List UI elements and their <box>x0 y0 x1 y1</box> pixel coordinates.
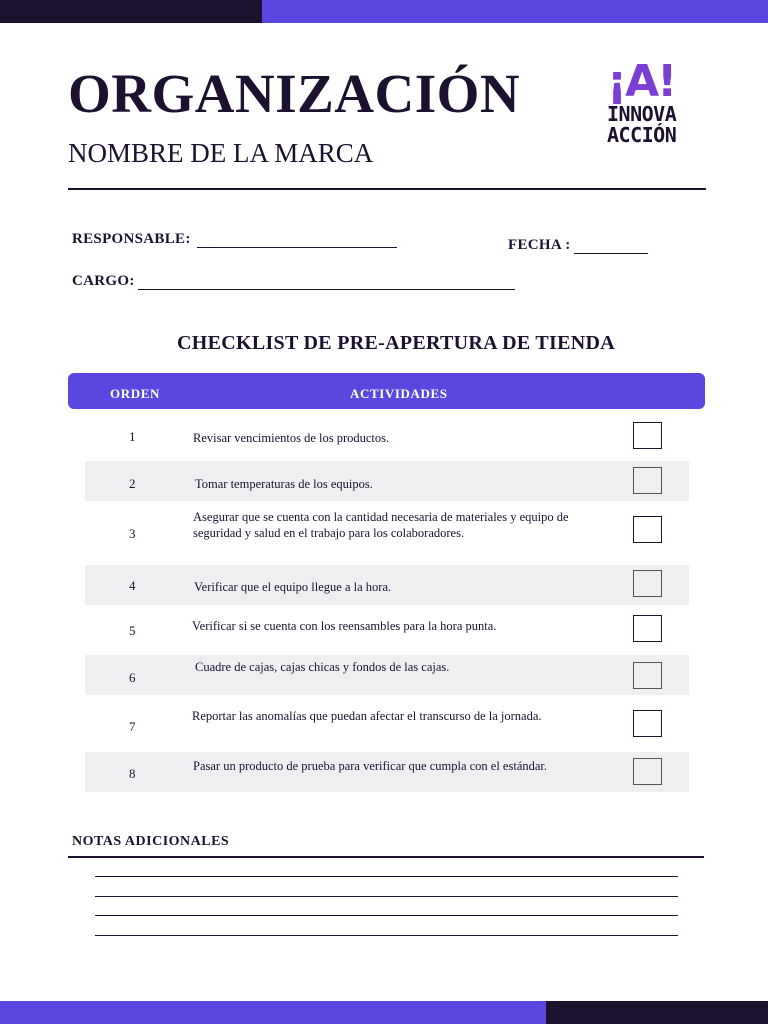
row-activity: Verificar que el equipo llegue a la hora. <box>194 580 392 594</box>
fecha-input-line[interactable] <box>574 239 648 254</box>
table-row <box>85 502 689 564</box>
column-header-orden: ORDEN <box>110 386 160 401</box>
notes-title: NOTAS ADICIONALES <box>72 834 230 849</box>
table-header <box>68 373 705 409</box>
table-row <box>85 565 689 605</box>
row-number: 4 <box>129 578 136 593</box>
table-row <box>85 698 689 750</box>
row-checkbox[interactable] <box>633 467 662 494</box>
checklist-title: CHECKLIST DE PRE-APERTURA DE TIENDA <box>176 332 616 354</box>
row-number: 5 <box>129 623 136 638</box>
row-activity: Reportar las anomalías que puedan afectar el transcurso de la jornada. <box>192 709 542 723</box>
row-checkbox[interactable] <box>633 758 662 785</box>
row-number: 1 <box>129 429 136 444</box>
row-activity: Cuadre de cajas, cajas chicas y fondos de las cajas. <box>195 660 450 674</box>
fecha-label: FECHA : <box>508 237 571 253</box>
logo-line-innova: INNOVA <box>607 102 677 126</box>
row-checkbox[interactable] <box>633 570 662 597</box>
table-row <box>85 655 689 695</box>
row-activity: Verificar si se cuenta con los reensambles para la hora punta. <box>192 619 497 633</box>
table-row <box>85 416 689 456</box>
logo-line-accion: ACCIÓN <box>607 123 677 147</box>
row-activity: Tomar temperaturas de los equipos. <box>195 477 373 491</box>
row-number: 3 <box>129 526 136 541</box>
fecha-field[interactable] <box>508 237 648 254</box>
header-divider <box>68 188 706 190</box>
row-number: 2 <box>129 476 136 491</box>
notes-line[interactable] <box>95 876 678 877</box>
notes-divider <box>68 856 704 858</box>
cargo-field[interactable] <box>72 273 515 290</box>
table-row <box>85 752 689 792</box>
row-activity: Revisar vencimientos de los productos. <box>193 431 390 445</box>
row-checkbox[interactable] <box>633 662 662 689</box>
row-checkbox[interactable] <box>633 710 662 737</box>
cargo-label: CARGO: <box>72 273 135 289</box>
innova-accion-logo <box>607 56 691 170</box>
row-checkbox[interactable] <box>633 422 662 449</box>
notes-line[interactable] <box>95 935 678 936</box>
row-activity: Pasar un producto de prueba para verificar que cumpla con el estándar. <box>193 759 548 773</box>
row-number: 7 <box>129 719 136 734</box>
row-number: 8 <box>129 766 136 781</box>
bottom-dark-bar <box>546 1001 768 1024</box>
organization-title: ORGANIZACIÓN <box>68 63 521 124</box>
notes-line[interactable] <box>95 915 678 916</box>
table-row <box>85 607 689 653</box>
row-checkbox[interactable] <box>633 615 662 642</box>
column-header-actividades: ACTIVIDADES <box>350 386 448 401</box>
row-number: 6 <box>129 670 136 685</box>
brand-name: NOMBRE DE LA MARCA <box>68 138 374 168</box>
top-dark-bar <box>0 0 262 23</box>
logo-exclamation-a: ¡A! <box>607 56 676 107</box>
bottom-accent-bar <box>0 1001 546 1024</box>
responsable-field[interactable] <box>72 231 397 248</box>
notes-line[interactable] <box>95 896 678 897</box>
row-activity: Asegurar que se cuenta con la cantidad necesaria de materiales y equipo de seguridad y salud en el trabajo para los colaboradores. <box>193 510 569 540</box>
table-row <box>85 461 689 501</box>
responsable-input-line[interactable] <box>197 233 397 248</box>
top-accent-bar <box>262 0 768 23</box>
row-checkbox[interactable] <box>633 516 662 543</box>
responsable-label: RESPONSABLE: <box>72 231 191 247</box>
cargo-input-line[interactable] <box>138 275 515 290</box>
